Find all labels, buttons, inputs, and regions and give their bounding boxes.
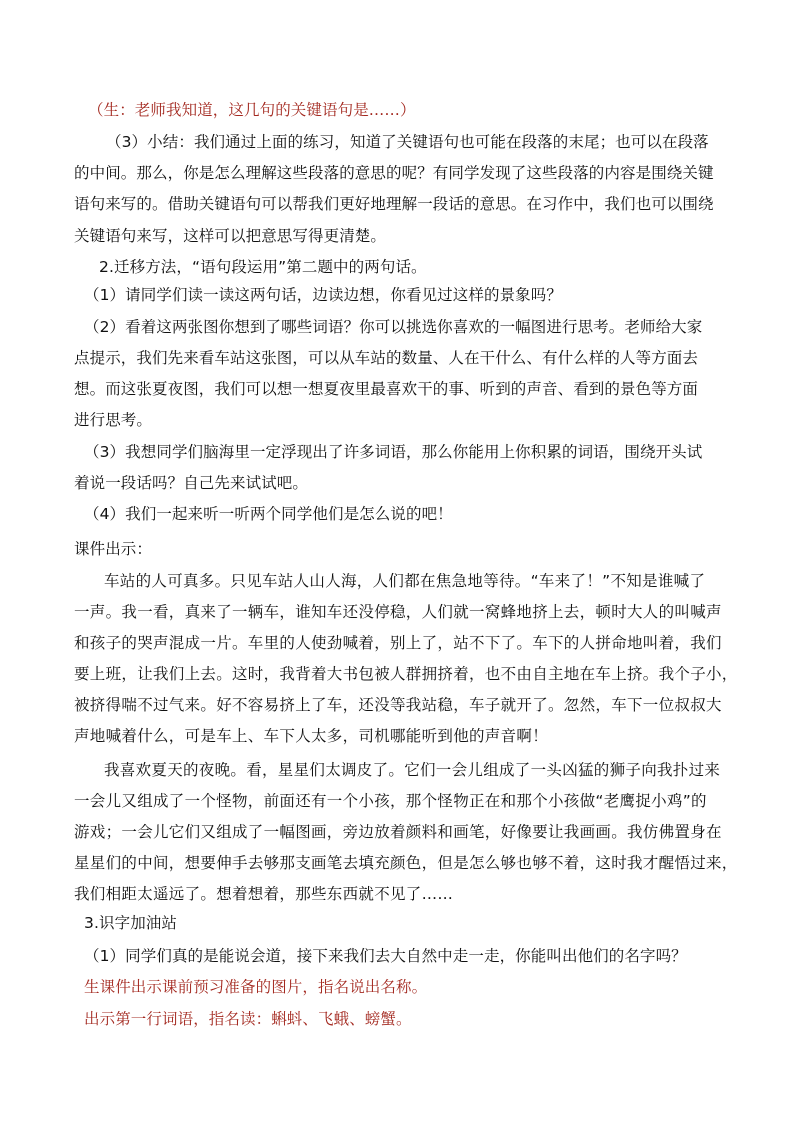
summer-night-paragraph-line-1: 我喜欢夏天的夜晚。看，星星们太调皮了。它们一会儿组成了一头凶猛的狮子向我扑过来	[104, 761, 721, 779]
station-paragraph-line-5: 被挤得喘不过气来。好不容易挤上了车，还没等我站稳，车子就开了。忽然，车下一位叔叔大	[74, 696, 722, 714]
literacy-station-heading: 3.识字加油站	[84, 914, 177, 932]
summer-night-paragraph-line-4: 星星们的中间，想要伸手去够那支画笔去填充颜色，但是怎么够也够不着，这时我才醒悟过来，	[74, 854, 738, 872]
summer-night-paragraph-line-3: 游戏；一会儿它们又组成了一幅图画，旁边放着颜料和画笔，好像要让我画画。我仿佛置身在	[74, 823, 722, 841]
station-paragraph-line-3: 和孩子的哭声混成一片。车里的人使劲喊着，别上了，站不下了。车下的人拼命地叫着，我们	[74, 634, 722, 652]
summer-night-paragraph-line-2: 一会儿又组成了一个怪物，前面还有一个小孩，那个怪物正在和那个小孩做“老鹰捉小鸡”的	[74, 792, 707, 810]
station-paragraph-line-6: 声地喊着什么，可是车上、车下人太多，司机哪能听到他的声音啊！	[74, 727, 549, 745]
summary-line-2: 的中间。那么，你是怎么理解这些段落的意思的呢？有同学发现了这些段落的内容是围绕关键	[74, 164, 714, 182]
step-2-line-4: 进行思考。	[74, 411, 153, 429]
summary-line-4: 关键语句来写，这样可以把意思写得更清楚。	[74, 227, 387, 245]
step-2-line-1: （2）看着这两张图你想到了哪些词语？你可以挑选你喜欢的一幅图进行思考。老师给大家	[84, 318, 703, 336]
transfer-method-heading: 2.迁移方法，“语句段运用”第二题中的两句话。	[99, 258, 427, 276]
step-3-line-1: （3）我想同学们脑海里一定浮现出了许多词语，那么你能用上你积累的词语，围绕开头试	[84, 443, 703, 461]
student-answer-line: （生：老师我知道，这几句的关键语句是……）	[88, 101, 416, 119]
step-4-line: （4）我们一起来听一听两个同学他们是怎么说的吧！	[84, 505, 453, 523]
literacy-note-line-2: 出示第一行词语，指名读：蝌蚪、飞蛾、螃蟹。	[84, 1010, 412, 1028]
literacy-step-1-line: （1）同学们真的是能说会道，接下来我们去大自然中走一走，你能叫出他们的名字吗？	[84, 947, 687, 965]
summary-line-3: 语句来写的。借助关键语句可以帮我们更好地理解一段话的意思。在习作中，我们也可以围绕	[74, 195, 714, 213]
step-1-line: （1）请同学们读一读这两句话，边读边想，你看见过这样的景象吗？	[84, 286, 562, 304]
step-3-line-2: 着说一段话吗？自己先来试试吧。	[74, 474, 309, 492]
courseware-heading: 课件出示：	[74, 540, 153, 558]
station-paragraph-line-2: 一声。我一看，真来了一辆车，谁知车还没停稳，人们就一窝蜂地挤上去，顿时大人的叫喊声	[74, 603, 722, 621]
summary-line-1: （3）小结：我们通过上面的练习，知道了关键语句也可能在段落的末尾；也可以在段落	[106, 133, 709, 151]
step-2-line-2: 点提示，我们先来看车站这张图，可以从车站的数量、人在干什么、有什么样的人等方面去	[74, 349, 699, 367]
step-2-line-3: 想。而这张夏夜图，我们可以想一想夏夜里最喜欢干的事、听到的声音、看到的景色等方面	[74, 380, 699, 398]
station-paragraph-line-1: 车站的人可真多。只见车站人山人海，人们都在焦急地等待。“车来了！”不知是谁喊了	[104, 572, 706, 590]
summer-night-paragraph-line-5: 我们相距太遥远了。想着想着，那些东西就不见了……	[74, 885, 454, 903]
literacy-note-line-1: 生课件出示课前预习准备的图片，指名说出名称。	[84, 978, 428, 996]
station-paragraph-line-4: 要上班，让我们上去。这时，我背着大书包被人群拥挤着，也不由自主地在车上挤。我个子小，	[74, 665, 738, 683]
